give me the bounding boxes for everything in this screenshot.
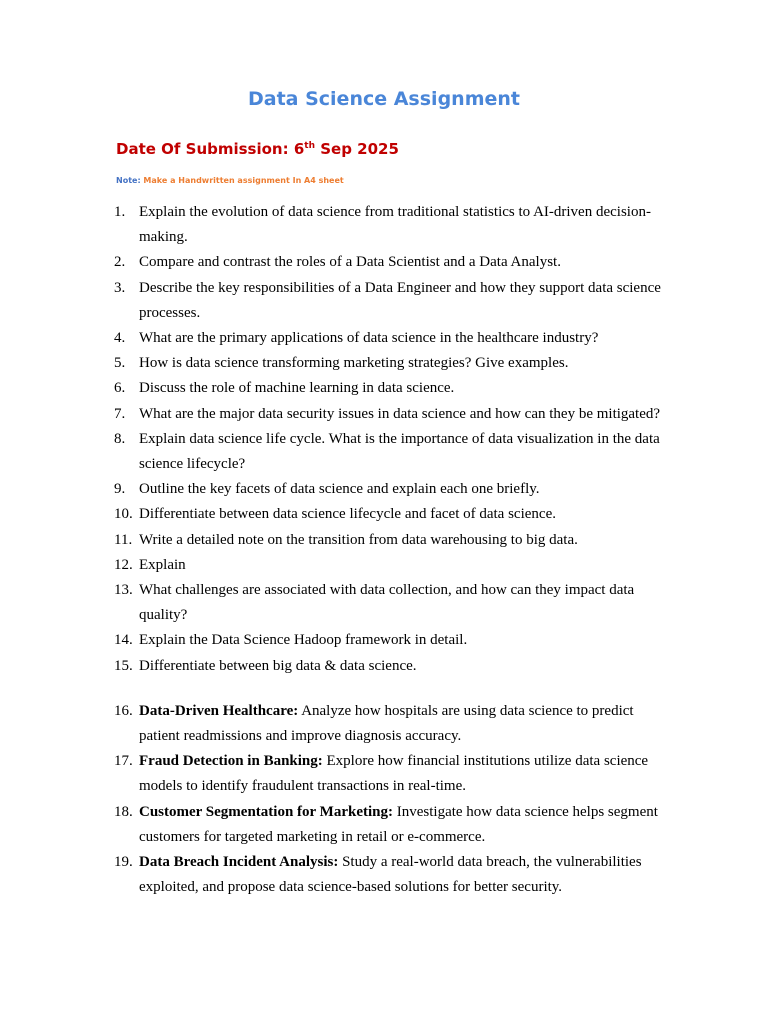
question-item bbox=[114, 502, 674, 527]
question-number: 11. bbox=[114, 531, 133, 548]
question-item bbox=[114, 376, 674, 401]
case-study-text: Investigate how data science helps segment customers for targeted marketing in retail or e-commerce. bbox=[139, 803, 658, 845]
submission-superscript: th bbox=[304, 141, 315, 151]
question-text: What are the primary applications of data science in the healthcare industry? bbox=[139, 330, 599, 347]
question-number: 12. bbox=[114, 556, 133, 573]
case-study-text: Study a real-world data breach, the vulnerabilities exploited, and propose data science-based solutions for better security. bbox=[139, 854, 642, 896]
question-number: 19. bbox=[114, 854, 133, 871]
submission-suffix: Sep 2025 bbox=[315, 140, 399, 158]
question-number: 3. bbox=[114, 279, 126, 296]
case-study-text: Explore how financial institutions utilize data science models to identify fraudulent transactions in real-time. bbox=[139, 753, 649, 795]
question-item bbox=[114, 200, 674, 250]
question-number: 16. bbox=[114, 702, 133, 719]
question-number: 17. bbox=[114, 753, 133, 770]
case-study-title: Data-Driven Healthcare: bbox=[139, 702, 299, 719]
question-item bbox=[114, 528, 674, 553]
question-number: 4. bbox=[114, 330, 126, 347]
question-text: Discuss the role of machine learning in data science. bbox=[139, 380, 455, 397]
question-item bbox=[114, 553, 674, 578]
question-item bbox=[114, 628, 674, 653]
question-number: 13. bbox=[114, 582, 133, 599]
case-study-item bbox=[114, 850, 674, 900]
question-text: What challenges are associated with data collection, and how can they impact data quality? bbox=[139, 582, 635, 624]
question-item bbox=[114, 351, 674, 376]
case-study-title: Customer Segmentation for Marketing: bbox=[139, 803, 393, 820]
question-text: Explain the evolution of data science from traditional statistics to AI-driven decision-making. bbox=[139, 204, 651, 246]
question-text: Explain the Data Science Hadoop framework in detail. bbox=[139, 632, 468, 649]
question-text: Describe the key responsibilities of a Data Engineer and how they support data science processes. bbox=[139, 279, 661, 321]
question-text: Explain data science life cycle. What is the importance of data visualization in the data science lifecycle? bbox=[139, 430, 660, 473]
question-item bbox=[114, 326, 674, 351]
case-study-item bbox=[114, 800, 674, 850]
submission-label: Date Of Submission: 6 bbox=[116, 140, 305, 158]
question-item bbox=[114, 276, 674, 326]
question-item bbox=[114, 402, 674, 427]
question-number: 5. bbox=[114, 355, 126, 372]
question-number: 10. bbox=[114, 506, 133, 523]
case-study-title: Data Breach Incident Analysis: bbox=[139, 854, 339, 871]
case-study-title: Fraud Detection in Banking: bbox=[139, 753, 323, 770]
question-item bbox=[114, 578, 674, 628]
question-number: 18. bbox=[114, 803, 133, 820]
note bbox=[116, 176, 344, 185]
question-number: 15. bbox=[114, 657, 133, 674]
question-text: Differentiate between big data & data science. bbox=[139, 657, 417, 674]
question-text: Write a detailed note on the transition from data warehousing to big data. bbox=[139, 531, 578, 548]
question-number: 6. bbox=[114, 380, 126, 397]
question-item bbox=[114, 427, 674, 477]
note-text: Make a Handwritten assignment In A4 sheet bbox=[140, 176, 344, 185]
question-text: Differentiate between data science lifecycle and facet of data science. bbox=[139, 506, 556, 523]
question-text: Outline the key facets of data science and explain each one briefly. bbox=[139, 481, 540, 498]
question-text: What are the major data security issues in data science and how can they be mitigated? bbox=[139, 405, 661, 422]
question-number: 7. bbox=[114, 405, 126, 422]
case-study-text: Analyze how hospitals are using data science to predict patient readmissions and improve diagnosis accuracy. bbox=[139, 702, 634, 745]
question-number: 2. bbox=[114, 254, 126, 271]
question-text: How is data science transforming marketing strategies? Give examples. bbox=[139, 355, 569, 372]
question-text: Compare and contrast the roles of a Data Scientist and a Data Analyst. bbox=[139, 254, 561, 271]
note-label: Note: bbox=[116, 176, 141, 185]
question-text: Explain bbox=[139, 556, 186, 573]
question-number: 9. bbox=[114, 481, 126, 498]
question-number: 8. bbox=[114, 430, 126, 447]
document-title: Data Science Assignment bbox=[247, 88, 520, 110]
question-number: 1. bbox=[114, 204, 126, 220]
question-item bbox=[114, 477, 674, 502]
case-study-item bbox=[114, 749, 674, 799]
question-list bbox=[114, 200, 674, 900]
submission-date bbox=[116, 140, 399, 158]
question-item bbox=[114, 250, 674, 275]
question-number: 14. bbox=[114, 632, 133, 649]
case-study-item bbox=[114, 699, 674, 749]
question-item bbox=[114, 654, 674, 679]
